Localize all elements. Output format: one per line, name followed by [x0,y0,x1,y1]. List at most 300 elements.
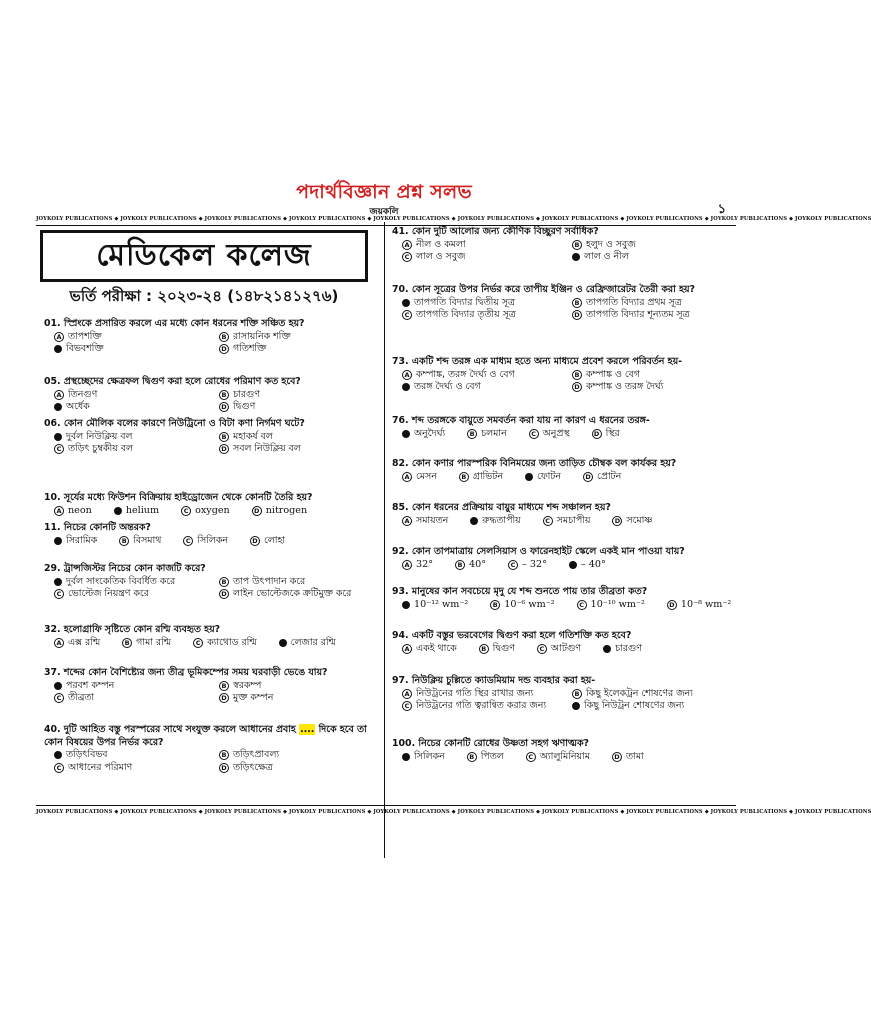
question-05 [44,376,378,414]
option-c [508,559,547,572]
option-d [569,559,606,572]
option-a [402,751,445,764]
option-letter-badge: D [583,472,593,482]
option-d [219,762,378,775]
option-label: সবল নিউক্লিয় বল [233,443,301,454]
option-a [402,471,437,484]
answer-bullet-icon [54,682,62,690]
option-letter-badge: A [402,240,412,250]
option-label: তীব্রতা [68,692,95,703]
option-letter-badge: B [490,600,500,610]
option-label: সিরামিক [66,534,98,546]
question-text [392,502,736,515]
option-letter-badge: D [667,600,677,610]
question-97 [392,675,736,713]
question-number: 82. [392,458,412,469]
answer-bullet-icon [54,345,62,353]
question-text-body: মানুষের কান সবচেয়ে মৃদু যে শব্দ শুনতে পায় তার তীব্রতা কত? [411,586,648,597]
options [392,515,736,528]
option-c [54,443,213,456]
option-label: দুর্বল নিউক্লিয় বল [66,430,133,442]
option-letter-badge: B [479,644,489,654]
option-letter-badge: A [402,644,412,654]
option-b [572,297,736,310]
option-b [459,471,503,484]
question-text [44,724,378,749]
option-d [583,471,621,484]
question-number: 32. [44,624,64,635]
option-a [402,297,566,310]
question-text-part: দুটি আহিত বস্তু পরস্পরের সাথে সংযুক্ত করলে আধানের প্রবাহ [63,724,300,735]
option-d [572,700,736,713]
option-c [54,762,213,775]
option-letter-badge: D [219,589,229,599]
option-c [525,471,561,484]
option-c [54,343,213,356]
option-label: গতিশক্তি [233,343,267,354]
option-a [54,680,213,693]
option-letter-badge: D [219,763,229,773]
question-76 [392,415,736,440]
option-label: helium [125,504,160,516]
question-32 [44,624,378,649]
question-92 [392,546,736,571]
option-label: বিভবশক্তি [66,343,104,354]
option-letter-badge: A [402,516,412,526]
question-number: 70. [392,284,412,295]
option-c [193,637,257,650]
option-label: নীল ও কমলা [416,238,466,250]
options [44,637,378,650]
question-text-body: একটি বস্তুর ভরবেগের দ্বিগুণ করা হলে গতিশক্তি কত হবে? [411,630,632,641]
option-c [526,751,590,764]
option-label: অ্যালুমিনিয়াম [539,750,590,762]
question-text-body: প্রস্থচ্ছেদের ক্ষেত্রফল দ্বিগুণ করা হলে রোধের পরিমাণ কত হবে? [63,376,301,387]
option-letter-badge: C [181,506,191,516]
option-a [402,599,468,612]
option-label: ফোটন [536,470,562,482]
options [392,297,736,322]
question-text [44,492,378,505]
option-label: সমোষ্ণ [626,514,653,526]
option-d [603,643,642,656]
option-label: neon [68,504,92,516]
question-text-body: কোন দুটি আলোর জন্য কৌণিক বিচ্ছুরণ সর্বাধিক? [411,226,599,237]
option-b [219,389,378,402]
options [44,535,378,548]
answer-bullet-icon [572,702,580,710]
option-d [219,588,378,601]
option-letter-badge: C [402,252,412,262]
option-label: চারগুণ [614,642,642,654]
option-letter-badge: A [54,390,64,400]
option-d [592,428,620,441]
option-a [402,559,433,572]
question-number: 37. [44,667,64,678]
question-number: 73. [392,356,412,367]
option-label: তিনগুণ [68,388,98,400]
option-d [219,443,378,456]
option-letter-badge: B [219,432,229,442]
option-d [612,751,644,764]
option-letter-badge: D [572,382,582,392]
option-label: 10⁻⁶ wm⁻² [504,598,555,610]
option-d [219,692,378,705]
option-b [219,576,378,589]
option-label: স্থির [605,427,620,439]
option-label: চলমান [481,427,507,439]
option-label: কিছু নিউট্রন শোষণের জন্য [584,700,685,711]
question-29 [44,563,378,601]
question-82 [392,458,736,483]
question-73 [392,356,736,394]
answer-bullet-icon [525,473,533,481]
options [44,680,378,705]
question-text [392,356,736,369]
option-c [402,251,566,264]
question-text [44,667,378,680]
option-label: কম্পাঙ্ক ও তরঙ্গ দৈর্ঘ্য [586,381,664,392]
option-d [667,599,731,612]
question-number: 85. [392,502,412,513]
option-d [572,309,736,322]
options [392,599,736,612]
option-letter-badge: D [572,310,582,320]
option-b [470,515,520,528]
option-label: 32° [416,558,434,570]
option-letter-badge: A [54,638,64,648]
question-number: 41. [392,226,412,237]
option-b [455,559,486,572]
question-text-body: শব্দ তরঙ্গকে বায়ুতে সমবর্তন করা যায় না কারণ এ ধরনের তরঙ্গ- [411,415,650,426]
option-label: তরঙ্গ দৈর্ঘ্য ও বেগ [414,381,481,392]
option-letter-badge: B [119,536,129,546]
question-number: 29. [44,563,64,574]
question-text-body: নিচের কোনটি রোধের উষ্ণতা সহগ ঋণাত্মক? [418,738,589,749]
answer-bullet-icon [402,299,410,307]
options [44,505,378,518]
option-c [54,588,213,601]
option-label: সিলিকন [197,534,228,546]
question-text [392,284,736,297]
option-label: তাপ উৎপাদান করে [233,575,306,587]
option-label: প্রোটন [597,470,622,482]
option-label: আটগুণ [550,642,581,654]
option-label: এক্স রশ্মি [68,636,101,648]
options [392,239,736,264]
answer-bullet-icon [54,537,62,545]
option-a [402,239,566,252]
option-c [402,381,566,394]
option-label: পিতল [480,750,504,762]
option-b [467,428,507,441]
option-b [219,680,378,693]
option-c [577,599,645,612]
question-11 [44,522,378,547]
question-text-body: সূর্যের মধ্যে ফিউশন বিক্রিয়ায় হাইড্রোজেন থেকে কোনটি তৈরি হয়? [63,492,313,503]
question-text-part: দিকে হবে তা কোন বিষয়ের উপর নির্ভর করে? [44,724,367,748]
question-94 [392,630,736,655]
option-letter-badge: A [402,560,412,570]
option-letter-badge: B [572,298,582,308]
option-a [54,505,92,518]
subtitle: জয়কলি [369,207,399,217]
option-letter-badge: C [54,589,64,599]
option-d [279,637,336,650]
option-c [183,535,228,548]
option-letter-badge: A [54,332,64,342]
question-text [44,318,378,331]
option-letter-badge: B [467,752,477,762]
question-text [392,458,736,471]
question-text-body: কোন সূত্রের উপর নির্ভর করে তাপীয় ইঞ্জিন ও রেফ্রিজারেটর তৈরী করা হয়? [411,284,695,295]
option-letter-badge: B [572,240,582,250]
option-label: nitrogen [265,504,308,516]
option-label: তাপগতি বিদ্যার প্রথম সূত্র [586,296,682,308]
question-37 [44,667,378,705]
option-b [572,688,736,701]
option-letter-badge: A [402,689,412,699]
option-a [54,331,213,344]
answer-bullet-icon [470,517,478,525]
option-d [219,343,378,356]
question-text [44,624,378,637]
option-letter-badge: B [219,750,229,760]
option-a [402,643,457,656]
options [44,389,378,414]
option-letter-badge: C [537,644,547,654]
question-text [44,563,378,576]
question-text-body: নিচের কোনটি অন্তরক? [63,522,151,533]
options [392,643,736,656]
option-letter-badge: C [54,444,64,454]
option-c [402,700,566,713]
option-label: কম্পাঙ্ক, তরঙ্গ দৈর্ঘ্য ও বেগ [416,368,515,380]
question-number: 76. [392,415,412,426]
option-letter-badge: D [252,506,262,516]
question-text-body: নিউক্লিয় চুল্লিতে ক্যাডমিয়াম দন্ড ব্যবহার করা হয়- [411,675,596,686]
option-d [252,505,307,518]
option-label: তাপগতি বিদ্যার দ্বিতীয় সূত্র [414,296,515,308]
question-85 [392,502,736,527]
option-letter-badge: B [219,681,229,691]
option-a [54,431,213,444]
option-a [54,637,100,650]
option-letter-badge: D [219,444,229,454]
option-b [119,535,161,548]
option-b [467,751,504,764]
question-text [392,415,736,428]
option-letter-badge: C [402,310,412,320]
question-number: 97. [392,675,412,686]
options [44,576,378,601]
question-text [392,630,736,643]
option-label: 40° [469,558,487,570]
option-label: তাপগতি বিদ্যার তৃতীয় সূত্র [416,309,516,320]
options [392,559,736,572]
option-label: গামা রশ্মি [136,636,172,648]
option-label: ক্যাথোড রশ্মি [207,636,257,648]
option-label: দ্বিগুণ [233,401,256,412]
option-c [181,505,230,518]
option-letter-badge: C [183,536,193,546]
options [44,331,378,356]
question-number: 100. [392,738,419,749]
answer-bullet-icon [569,561,577,569]
options [392,688,736,713]
option-label: তড়িৎক্ষেত্র [233,761,273,773]
option-letter-badge: B [572,689,582,699]
publisher-strip-top: JOYKOLY PUBLICATIONS ◆ JOYKOLY PUBLICATIONS ◆ JOYKOLY PUBLICATIONS ◆ JOYKOLY PUBLICATIONS ◆ JOYKOLY PUBLICATIONS ◆ JOYKOLY PUBLICATIONS ◆ JOYKOLY PUBLICATIONS ◆ JOYKOLY PUBLICATIONS ◆ JOYKOLY PUBLICATIONS ◆ JOYKOLY PUBLICATIONS [36,216,871,222]
option-label: 10⁻¹² wm⁻² [414,598,469,610]
question-text [392,546,736,559]
question-text-body: কোন ধরনের প্রক্রিয়ায় বায়ুর মাধ্যমে শব্দ সঞ্চালন হয়? [411,502,611,513]
option-letter-badge: A [402,370,412,380]
column-divider [384,222,385,858]
question-text-body: কোন মৌলিক বলের কারণে নিউট্রিনো ও বিটা কণা নির্গমণ ঘটে? [63,418,305,429]
question-text [44,522,378,535]
option-label: সিলিকন [414,750,445,762]
option-letter-badge: D [612,516,622,526]
question-text [44,376,378,389]
option-label: অর্ধেক [66,401,90,412]
option-label: কিছু ইলেকট্রন শোষণের জন্য [586,687,693,699]
question-text [392,675,736,688]
option-label: মহাকর্ষ বল [233,430,273,442]
option-label: তড়িৎপ্রাবল্য [233,749,280,760]
option-letter-badge: B [455,560,465,570]
option-label: 10⁻¹⁰ wm⁻² [590,598,645,610]
options [44,431,378,456]
question-01 [44,318,378,356]
option-label: স্বরকম্প [233,679,262,691]
bottom-divider [36,805,736,806]
page-number: ১ [717,202,726,217]
option-b [114,505,159,518]
option-label: সমায়তন [416,514,449,526]
option-c [537,643,581,656]
option-letter-badge: C [54,763,64,773]
option-d [612,515,652,528]
option-label: আধানের পরিমাণ [68,761,133,773]
option-letter-badge: B [219,390,229,400]
option-letter-badge: C [193,638,203,648]
option-letter-badge: C [529,429,539,439]
option-b [572,239,736,252]
option-a [54,389,213,402]
answer-bullet-icon [402,753,410,761]
option-letter-badge: D [612,752,622,762]
page-title: পদার্থবিজ্ঞান প্রশ্ন সলভ [296,181,472,203]
publisher-strip-bottom: JOYKOLY PUBLICATIONS ◆ JOYKOLY PUBLICATIONS ◆ JOYKOLY PUBLICATIONS ◆ JOYKOLY PUBLICATIONS ◆ JOYKOLY PUBLICATIONS ◆ JOYKOLY PUBLICATIONS ◆ JOYKOLY PUBLICATIONS ◆ JOYKOLY PUBLICATIONS ◆ JOYKOLY PUBLICATIONS ◆ JOYKOLY PUBLICATIONS [36,809,871,815]
question-number: 92. [392,546,412,557]
option-a [54,749,213,762]
college-header: মেডিকেল কলেজ [40,230,368,282]
option-d [572,381,736,394]
option-letter-badge: D [219,344,229,354]
option-letter-badge: C [577,600,587,610]
option-letter-badge: B [219,577,229,587]
question-number: 01. [44,318,64,329]
options [392,428,736,441]
option-c [529,428,570,441]
question-number: 10. [44,492,64,503]
blank-highlight: .... [300,724,315,735]
option-label: অনুদৈর্ঘ্য [414,427,446,439]
question-text-body: কোন কণার পারস্পরিক বিনিময়ের জন্য তাড়িত চৌম্বক বল কার্যকর হয়? [411,458,677,469]
option-b [572,369,736,382]
option-label: একই থাকে [416,642,457,654]
option-b [122,637,171,650]
option-a [402,369,566,382]
option-b [479,643,515,656]
option-label: হলুদ ও সবুজ [586,238,636,250]
answer-bullet-icon [402,430,410,438]
option-label: তামা [625,750,644,762]
option-label: লেজার রশ্মি [290,636,336,648]
question-text-body: শব্দের কোন বৈশিষ্ট্যের জন্য তীব্র ভূমিকম্পের সময় ঘরবাড়ী ভেঙে যায়? [63,667,328,678]
question-70 [392,284,736,322]
option-label: মেসন [416,470,437,482]
option-letter-badge: C [54,693,64,703]
option-letter-badge: B [572,370,582,380]
option-c [402,309,566,322]
question-06 [44,418,378,456]
options [392,471,736,484]
option-label: লাল ও নীল [584,251,629,262]
option-label: নিউট্রনের গতি ত্বরান্বিত করার জন্য [416,700,547,711]
question-text [392,586,736,599]
option-a [54,576,213,589]
question-100 [392,738,736,763]
option-label: পরবশ কম্পন [66,679,115,691]
options [392,369,736,394]
option-letter-badge: B [459,472,469,482]
option-letter-badge: C [402,701,412,711]
question-number: 05. [44,376,64,387]
question-text [392,738,736,751]
question-number: 11. [44,522,64,533]
option-label: দ্বিগুণ [492,642,515,654]
option-c [54,692,213,705]
answer-bullet-icon [114,507,122,515]
question-93 [392,586,736,611]
option-letter-badge: D [219,402,229,412]
option-letter-badge: D [219,693,229,703]
option-b [490,599,554,612]
option-letter-badge: D [250,536,260,546]
question-text-body: হলোগ্রাফি সৃষ্টিতে কোন রশ্মি ব্যবহৃত হয়? [63,624,221,635]
option-label: অনুপ্রস্থ [542,427,570,439]
option-label: গ্রাভিটন [472,470,503,482]
answer-bullet-icon [54,403,62,411]
question-text [392,226,736,239]
option-a [402,688,566,701]
options [392,751,736,764]
option-label: মুক্ত কম্পন [233,692,274,703]
option-label: তড়িৎ চুম্বকীয় বল [68,443,133,454]
option-label: – 40° [580,558,606,570]
option-b [219,331,378,344]
question-text-body: ট্রান্সজিস্টর নিচের কোন কাজটি করে? [63,563,206,574]
question-40 [44,724,378,774]
answer-bullet-icon [572,253,580,261]
option-d [250,535,285,548]
question-number: 06. [44,418,64,429]
question-number: 40. [44,724,64,735]
question-text-body: কোন তাপমাত্রায় সেলসিয়াস ও ফারেনহাইট স্কেলে একই মান পাওয়া যায়? [411,546,685,557]
option-label: তাপশক্তি [68,330,102,342]
